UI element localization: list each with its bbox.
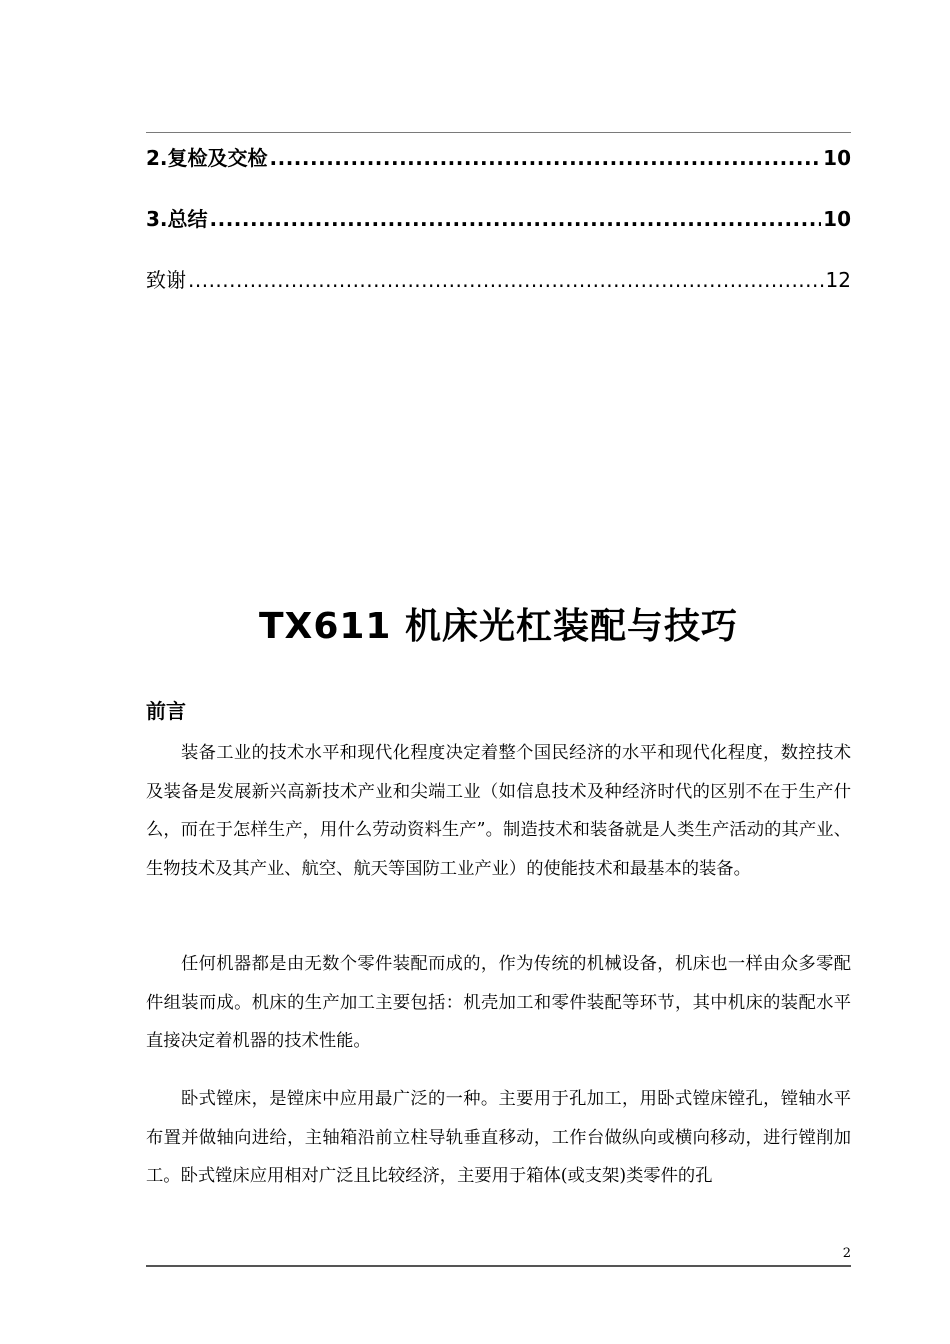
toc-entry-page: 10 (823, 207, 851, 231)
toc-leader-dots (188, 266, 824, 294)
toc-entry-acknowledgements[interactable] (146, 266, 851, 294)
body-paragraph: 卧式镗床，是镗床中应用最广泛的一种。主要用于孔加工，用卧式镗床镗孔，镗轴水平布置并做轴向进给，主轴箱沿前立柱导轨垂直移动，工作台做纵向或横向移动，进行镗削加工。卧式镗床应用相对广泛且比较经济，主要用于箱体(或支架)类零件的孔 (146, 1089, 851, 1186)
toc-entry-label: 3.总结 (146, 207, 208, 231)
document-title: TX611 机床光杠装配与技巧 (259, 606, 738, 647)
toc-leader-dots (210, 205, 822, 233)
toc-entry-label: 2.复检及交检 (146, 146, 268, 170)
toc-entry-label: 致谢 (146, 268, 186, 292)
toc-entry-summary[interactable] (146, 205, 851, 233)
section-heading: 前言 (146, 699, 186, 723)
toc-entry-page: 12 (825, 268, 851, 292)
toc-entry-page: 10 (823, 146, 851, 170)
toc-leader-dots (270, 144, 822, 172)
footer-rule (146, 1265, 851, 1267)
header-rule (146, 132, 851, 133)
page-number: 2 (842, 1246, 851, 1261)
body-paragraph: 装备工业的技术水平和现代化程度决定着整个国民经济的水平和现代化程度，数控技术及装备是发展新兴高新技术产业和尖端工业（如信息技术及种经济时代的区别不在于生产什么，而在于怎样生产，用什么劳动资料生产”。制造技术和装备就是人类生产活动的其产业、生物技术及其产业、航空、航天等国防工业产业）的使能技术和最基本的装备。 (146, 743, 851, 879)
toc-entry-review[interactable] (146, 144, 851, 172)
body-paragraph: 任何机器都是由无数个零件装配而成的，作为传统的机械设备，机床也一样由众多零配件组装而成。机床的生产加工主要包括：机壳加工和零件装配等环节，其中机床的装配水平直接决定着机器的技术性能。 (146, 954, 851, 1051)
